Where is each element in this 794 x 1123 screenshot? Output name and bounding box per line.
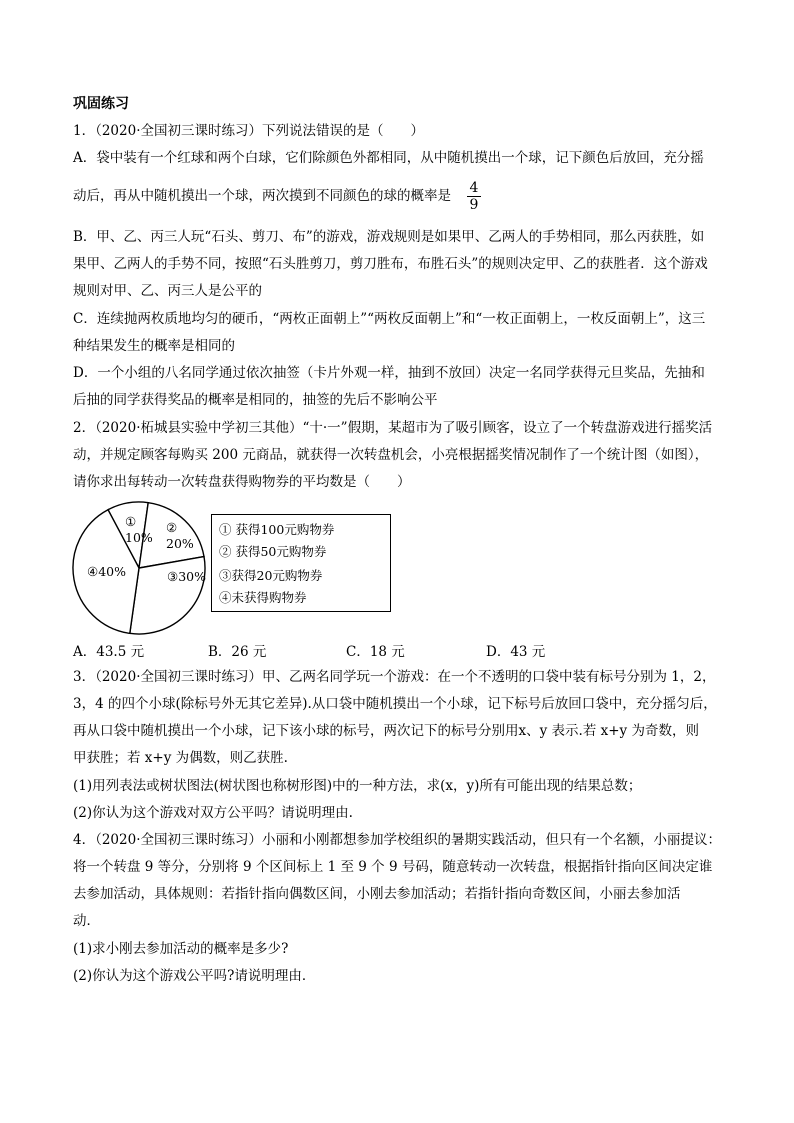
pie-chart (72, 500, 212, 636)
q3-sub1: (1)用列表法或树状图法(树状图也称树形图)中的一种方法，求(x，y)所有可能出现的结果总数； (73, 778, 642, 794)
q1-option-b-line3: 规则对甲、乙、丙三人是公平的 (73, 283, 262, 299)
q4-sub1: (1)求小刚去参加活动的概率是多少? (73, 941, 289, 957)
q1-option-d-line2: 后抽的同学获得奖品的概率是相同的，抽签的先后不影响公平 (73, 392, 438, 408)
q1-stem: 1．（2020·全国初三课时练习）下列说法错误的是（ ） (73, 123, 424, 139)
fraction-numerator: 4 (467, 180, 481, 197)
pie-legend (211, 514, 391, 612)
q1-option-b-line2: 果甲、乙两人的手势不同，按照“石头胜剪刀，剪刀胜布，布胜石头”的规则决定甲、乙的获胜者．这个游戏 (73, 256, 708, 272)
q1-option-c-line1: C．连续抛两枚质地均匀的硬币，“两枚正面朝上”“两枚反面朝上”和“一枚正面朝上，一枚反面朝上”，这三 (73, 311, 706, 327)
q2-option-c: C．18 元 (346, 644, 405, 660)
legend-item-1: ① 获得100元购物券 (219, 522, 335, 537)
pie-label-3: ③30% (167, 569, 206, 584)
q2-option-b: B．26 元 (208, 644, 267, 660)
q4-line4: 动． (73, 913, 100, 929)
q4-line2: 将一个转盘 9 等分，分别将 9 个区间标上 1 至 9 个 9 号码，随意转动一次转盘，根据指针指向区间决定谁 (73, 859, 713, 875)
q2-line3: 请你求出每转动一次转盘获得购物券的平均数是（ ） (73, 474, 411, 490)
q1-option-d-line1: D．一个小组的八名同学通过依次抽签（卡片外观一样，抽到不放回）决定一名同学获得元旦奖品，先抽和 (73, 365, 705, 381)
pie-label-1-percent: 10% (125, 530, 153, 545)
q4-sub2: (2)你认为这个游戏公平吗?请说明理由． (73, 968, 316, 984)
fraction-denominator: 9 (469, 197, 479, 213)
q2-option-d: D．43 元 (486, 644, 546, 660)
q2-option-a: A．43.5 元 (73, 644, 145, 660)
q3-line4: 甲获胜；若 x+y 为偶数，则乙获胜. (73, 750, 288, 766)
q1-option-b-line1: B．甲、乙、丙三人玩“石头、剪刀、布”的游戏，游戏规则是如果甲、乙两人的手势相同，那么丙获胜，如 (73, 229, 705, 245)
pie-label-2-percent: 20% (166, 536, 194, 551)
q1-option-a-line2: 动后，再从中随机摸出一个球，两次摸到不同颜色的球的概率是 (73, 188, 451, 204)
q4-line3: 去参加活动，具体规则：若指针指向偶数区间，小刚去参加活动；若指针指向奇数区间，小丽去参加活 (73, 886, 681, 902)
q2-line2: 动，并规定顾客每购买 200 元商品，就获得一次转盘机会，小亮根据摇奖情况制作了一个统计图（如图）， (73, 447, 709, 463)
q4-line1: 4．（2020·全国初三课时练习）小丽和小刚都想参加学校组织的暑期实践活动，但只有一个名额，小丽提议： (73, 832, 721, 848)
q3-sub2: (2)你认为这个游戏对双方公平吗？请说明理由. (73, 805, 353, 821)
legend-item-3: ③获得20元购物券 (219, 568, 323, 583)
q3-line1: 3．（2020·全国初三课时练习）甲、乙两名同学玩一个游戏：在一个不透明的口袋中装有标号分别为 1，2， (73, 669, 716, 685)
pie-label-4: ④40% (87, 564, 126, 579)
q3-line2: 3，4 的四个小球(除标号外无其它差异).从口袋中随机摸出一个小球，记下标号后放回口袋中，充分摇匀后， (73, 696, 717, 712)
pie-label-1-marker: ① (125, 514, 137, 529)
section-title: 巩固练习 (73, 96, 129, 112)
q2-line1: 2．（2020·柘城县实验中学初三其他）“十·一”假期，某超市为了吸引顾客，设立了一个转盘游戏进行摇奖活 (73, 420, 713, 436)
legend-item-4: ④未获得购物券 (219, 590, 307, 605)
legend-item-2: ② 获得50元购物券 (219, 544, 327, 559)
q1-fraction (467, 180, 481, 213)
pie-label-2-marker: ② (166, 520, 178, 535)
q3-line3: 再从口袋中随机摸出一个小球，记下该小球的标号，两次记下的标号分别用x、y 表示.若 x+y 为奇数，则 (73, 723, 699, 739)
q1-option-c-line2: 种结果发生的概率是相同的 (73, 338, 235, 354)
q1-option-a-line1: A．袋中装有一个红球和两个白球，它们除颜色外都相同，从中随机摸出一个球，记下颜色后放回，充分摇 (73, 150, 704, 166)
